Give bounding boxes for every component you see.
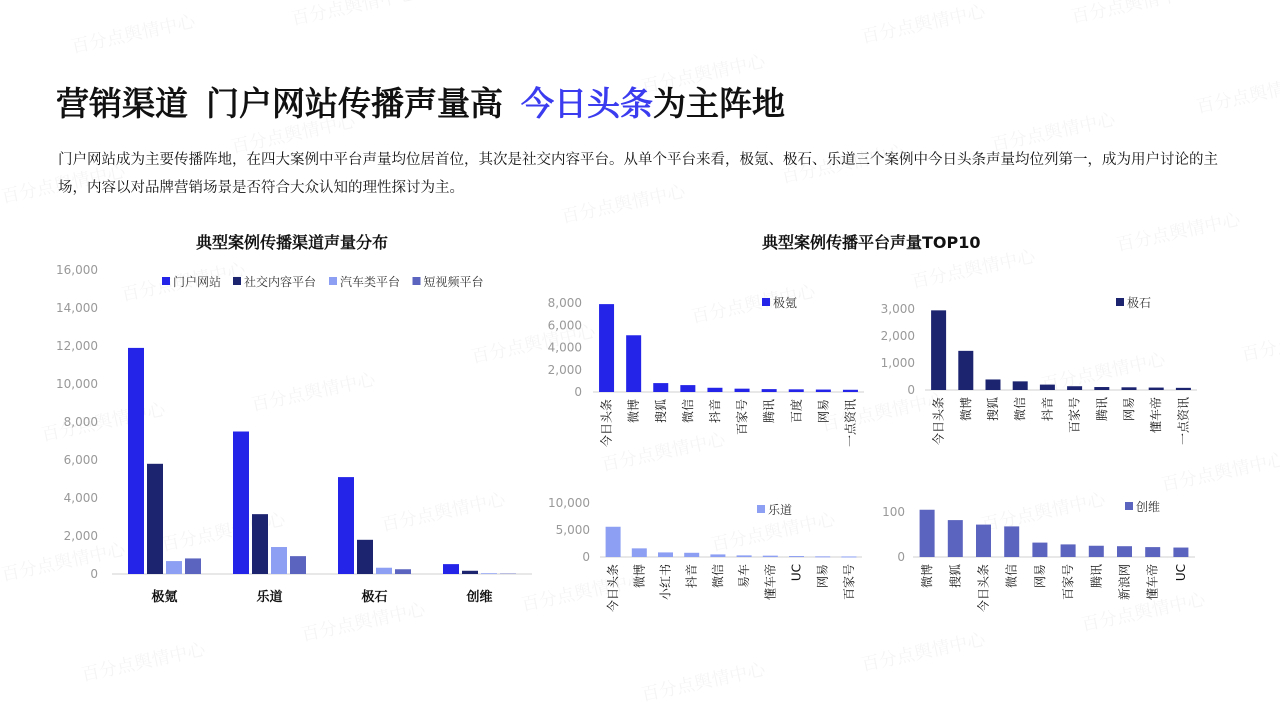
bar-创维-腾讯 — [1089, 546, 1104, 557]
bar-极氪-微信 — [680, 385, 695, 392]
bar-创维-微信 — [1004, 526, 1019, 557]
y-tick-label: 1,000 — [880, 356, 915, 370]
bar-极石-一点资讯 — [1176, 388, 1191, 390]
x-tick-label: 懂车帝 — [1149, 397, 1164, 434]
bar-乐道-微信 — [710, 554, 725, 557]
y-tick-label: 6,000 — [547, 318, 582, 333]
bar-乐道-UC — [789, 556, 804, 557]
bar-乐道-懂车帝 — [763, 556, 778, 557]
x-tick-label: 搜狐 — [986, 397, 1000, 422]
legend-swatch-汽车类平台 — [329, 277, 337, 285]
x-tick-label: 微信 — [680, 399, 695, 424]
x-tick-label: 创维 — [466, 590, 493, 605]
x-tick-label: 微博 — [632, 564, 647, 589]
x-tick-label: 腾讯 — [762, 399, 777, 424]
x-tick-label: 微博 — [920, 564, 935, 589]
x-tick-label: 网易 — [1122, 397, 1136, 422]
bar-极氪-百度 — [789, 389, 804, 392]
legend-swatch-极氪 — [762, 298, 770, 306]
bar-极氪-一点资讯 — [843, 390, 858, 392]
x-tick-label: 百家号 — [735, 399, 750, 436]
bar-乐道-汽车类平台 — [271, 547, 287, 574]
y-tick-label: 8,000 — [547, 296, 582, 310]
x-tick-label: 乐道 — [256, 590, 283, 605]
y-tick-label: 3,000 — [880, 302, 915, 316]
bar-极氪-汽车类平台 — [166, 561, 182, 574]
x-tick-label: 懂车帝 — [763, 564, 778, 601]
bar-极石-今日头条 — [931, 310, 946, 390]
bar-极石-微信 — [1013, 381, 1028, 390]
y-tick-label: 2,000 — [63, 529, 98, 543]
bar-创维-网易 — [1032, 543, 1047, 557]
y-tick-label: 6,000 — [63, 453, 98, 467]
bar-极氪-门户网站 — [128, 348, 144, 574]
bar-创维-懂车帝 — [1145, 547, 1160, 557]
bar-乐道-网易 — [815, 556, 830, 557]
legend-swatch-短视频平台 — [413, 277, 421, 285]
platform-chart-title: 典型案例传播平台声量TOP10 — [762, 233, 981, 252]
x-tick-label: 百家号 — [841, 564, 856, 601]
x-tick-label: 微信 — [1013, 397, 1028, 422]
bar-极氪-微博 — [626, 335, 641, 392]
y-tick-label: 8,000 — [63, 415, 98, 429]
y-tick-label: 4,000 — [547, 340, 582, 355]
x-tick-label: 网易 — [816, 399, 831, 424]
x-tick-label: 网易 — [815, 564, 830, 589]
bar-极石-百家号 — [1067, 386, 1082, 390]
bar-创维-新浪网 — [1117, 546, 1132, 557]
title-part1: 营销渠道 — [56, 84, 188, 123]
x-tick-label: 搜狐 — [653, 399, 668, 424]
bar-极石-微博 — [958, 351, 973, 390]
x-tick-label: 抖音 — [1040, 397, 1055, 422]
bar-极石-门户网站 — [338, 477, 354, 574]
y-tick-label: 10,000 — [548, 496, 590, 510]
bar-极石-腾讯 — [1094, 387, 1109, 390]
bar-乐道-门户网站 — [233, 432, 249, 575]
bar-极氪-抖音 — [707, 388, 722, 392]
y-tick-label: 0 — [907, 383, 915, 397]
bar-极石-网易 — [1122, 387, 1137, 390]
y-tick-label: 4,000 — [63, 491, 98, 505]
bar-创维-微博 — [920, 510, 935, 557]
legend-label: 极氪 — [773, 296, 798, 310]
y-tick-label: 14,000 — [56, 301, 98, 315]
legend-label: 短视频平台 — [423, 275, 484, 289]
legend-label: 极石 — [1127, 296, 1152, 310]
bar-极氪-今日头条 — [599, 304, 614, 392]
bar-乐道-抖音 — [684, 553, 699, 557]
y-tick-label: 100 — [882, 505, 905, 519]
x-tick-label: 腾讯 — [1094, 397, 1109, 422]
bar-极石-社交内容平台 — [357, 540, 373, 574]
x-tick-label: 一点资讯 — [843, 399, 858, 448]
bar-极氪-百家号 — [735, 389, 750, 392]
x-tick-label: 百家号 — [1061, 564, 1076, 601]
x-tick-label: 微博 — [958, 397, 973, 422]
y-tick-label: 5,000 — [555, 523, 590, 537]
x-tick-label: 腾讯 — [1089, 564, 1104, 589]
bar-创维-UC — [1173, 548, 1188, 557]
x-tick-label: UC — [789, 564, 804, 582]
bar-创维-汽车类平台 — [481, 573, 497, 574]
bar-乐道-百家号 — [841, 556, 856, 557]
title-part2: 门户网站传播声量高 — [206, 84, 503, 123]
bar-创维-搜狐 — [948, 520, 963, 557]
legend-swatch-创维 — [1125, 502, 1133, 510]
y-tick-label: 0 — [574, 385, 582, 399]
bar-创维-社交内容平台 — [462, 571, 478, 574]
legend-label: 门户网站 — [173, 275, 222, 289]
x-tick-label: 搜狐 — [948, 564, 963, 589]
x-tick-label: 易车 — [737, 564, 752, 589]
x-tick-label: 今日头条 — [599, 399, 614, 448]
legend-swatch-门户网站 — [162, 277, 170, 285]
x-tick-label: 百家号 — [1067, 397, 1082, 434]
y-tick-label: 10,000 — [56, 377, 98, 391]
legend-swatch-社交内容平台 — [233, 277, 241, 285]
x-tick-label: 懂车帝 — [1145, 564, 1160, 601]
y-tick-label: 0 — [582, 550, 590, 564]
bar-乐道-社交内容平台 — [252, 514, 268, 574]
bar-极氪-腾讯 — [762, 389, 777, 392]
x-tick-label: 百度 — [789, 399, 804, 424]
legend-label: 乐道 — [768, 503, 793, 517]
bar-极石-懂车帝 — [1149, 388, 1164, 390]
x-tick-label: 微信 — [1004, 563, 1019, 589]
legend-label: 创维 — [1136, 500, 1161, 514]
x-tick-label: 抖音 — [707, 399, 722, 424]
legend-swatch-极石 — [1116, 298, 1124, 306]
bar-极石-搜狐 — [986, 379, 1001, 390]
page-description: 门户网站成为主要传播阵地，在四大案例中平台声量均位居首位，其次是社交内容平台。从单个平台来看，极氪、极石、乐道三个案例中今日头条声量均位列第一，成为用户讨论的主场，内容以对品牌营销场景是否符合大众认知的理性探讨为主。 — [58, 152, 1218, 196]
x-tick-label: 极石 — [361, 590, 388, 605]
bar-极氪-短视频平台 — [185, 558, 201, 574]
bar-创维-门户网站 — [443, 564, 459, 574]
bar-极氪-搜狐 — [653, 383, 668, 392]
channel-chart-title: 典型案例传播渠道声量分布 — [196, 233, 389, 252]
x-tick-label: 今日头条 — [976, 564, 991, 613]
y-tick-label: 0 — [90, 567, 98, 581]
y-tick-label: 16,000 — [56, 263, 98, 277]
title-part3: 为主阵地 — [653, 84, 785, 123]
bar-乐道-今日头条 — [606, 527, 621, 557]
y-tick-label: 2,000 — [547, 362, 582, 377]
title-highlight: 今日头条 — [521, 84, 653, 123]
bar-极氪-网易 — [816, 390, 831, 392]
bar-极石-汽车类平台 — [376, 568, 392, 574]
x-tick-label: 今日头条 — [931, 397, 946, 446]
y-tick-label: 2,000 — [880, 329, 915, 343]
bar-乐道-微博 — [632, 548, 647, 557]
y-tick-label: 0 — [897, 550, 905, 564]
bar-乐道-短视频平台 — [290, 556, 306, 574]
x-tick-label: 抖音 — [684, 564, 699, 589]
bar-极石-短视频平台 — [395, 569, 411, 574]
y-tick-label: 12,000 — [56, 339, 98, 353]
x-tick-label: 小红书 — [658, 564, 673, 601]
bar-乐道-易车 — [737, 555, 752, 557]
x-tick-label: 新浪网 — [1117, 564, 1132, 601]
x-tick-label: 极氪 — [151, 590, 178, 605]
x-tick-label: 微博 — [626, 399, 641, 424]
bar-极石-抖音 — [1040, 385, 1055, 390]
bar-乐道-小红书 — [658, 552, 673, 557]
legend-swatch-乐道 — [757, 505, 765, 513]
x-tick-label: 今日头条 — [606, 564, 621, 613]
x-tick-label: 一点资讯 — [1176, 397, 1191, 446]
bar-极氪-社交内容平台 — [147, 464, 163, 574]
x-tick-label: 网易 — [1032, 564, 1047, 589]
bar-创维-今日头条 — [976, 525, 991, 557]
legend-label: 社交内容平台 — [244, 275, 317, 289]
legend-label: 汽车类平台 — [340, 275, 401, 289]
x-tick-label: 微信 — [710, 564, 725, 589]
bar-创维-百家号 — [1061, 544, 1076, 557]
x-tick-label: UC — [1173, 564, 1188, 582]
